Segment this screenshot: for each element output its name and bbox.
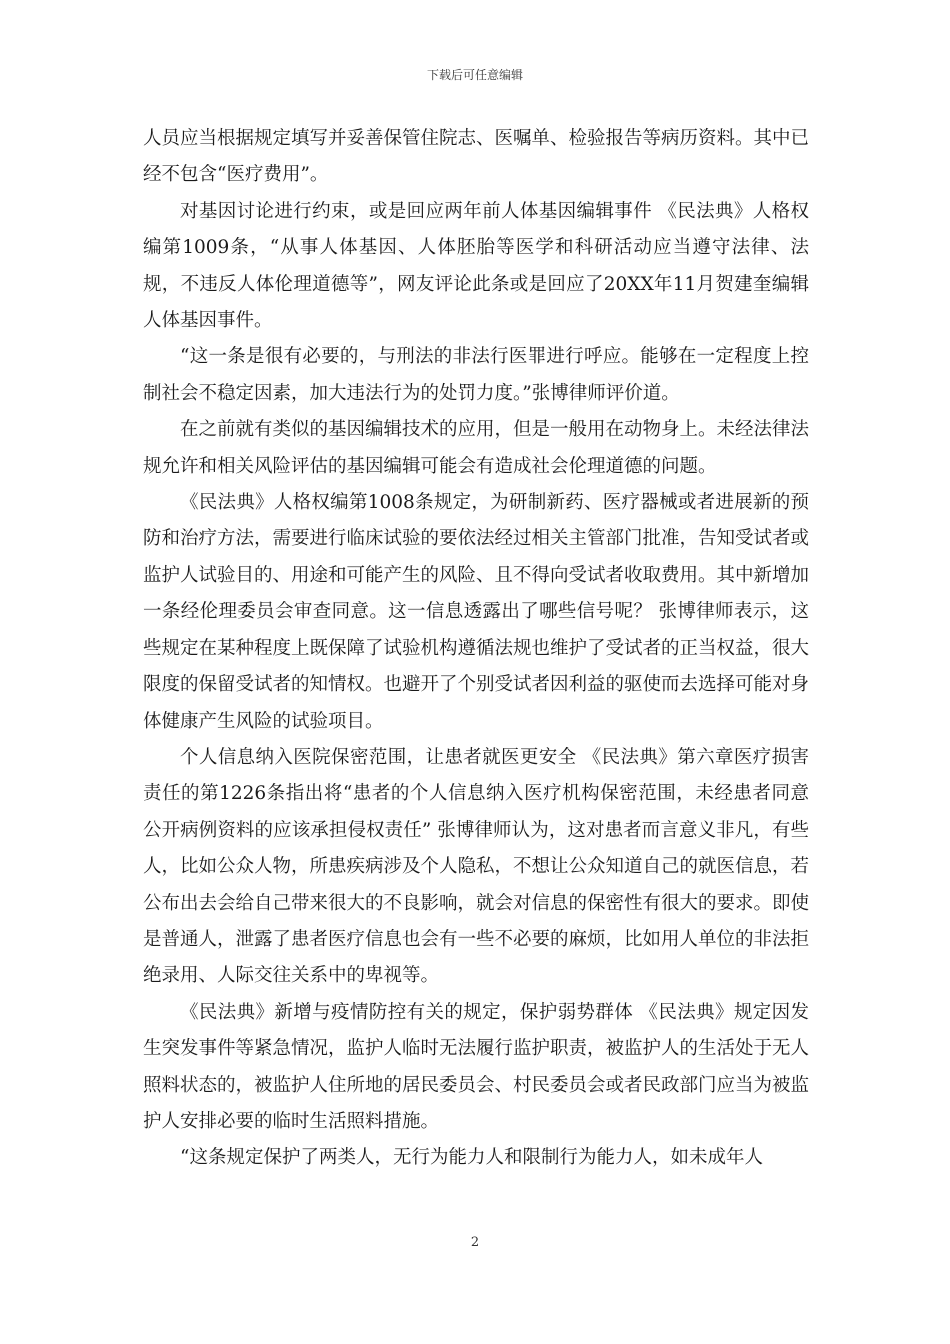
paragraph-continuation: 人员应当根据规定填写并妥善保管住院志、医嘱单、检验报告等病历资料。其中已经不包含“医疗费用”。 xyxy=(143,128,810,186)
paragraph: 在之前就有类似的基因编辑技术的应用，但是一般用在动物身上。未经法律法规允许和相关风险评估的基因编辑可能会有造成社会伦理道德的问题。 xyxy=(143,419,810,477)
paragraph: 《民法典》人格权编第1008条规定，为研制新药、医疗器械或者进展新的预防和治疗方法，需要进行临床试验的要依法经过相关主管部门批准，告知受试者或监护人试验目的、用途和可能产生的风险、且不得向受试者收取费用。其中新增加一条经伦理委员会审查同意。这一信息透露出了哪些信号呢？ 张博律师表示，这些规定在某种程度上既保障了试验机构遵循法规也维护了受试者的正当权益，很大限度的保留受试者的知情权。也避开了个别受试者因利益的驱使而去选择可能对身体健康产生风险的试验项目。 xyxy=(143,492,810,732)
page-header: 下载后可任意编辑 xyxy=(426,68,523,82)
paragraph: “这一条是很有必要的，与刑法的非法行医罪进行呼应。能够在一定程度上控制社会不稳定因素，加大违法行为的处罚力度。”张博律师评价道。 xyxy=(143,346,809,404)
document-body xyxy=(143,121,809,1177)
paragraph: 《民法典》新增与疫情防控有关的规定，保护弱势群体 《民法典》规定因发生突发事件等紧急情况，监护人临时无法履行监护职责，被监护人的生活处于无人照料状态的，被监护人住所地的居民委员会、村民委员会或者民政部门应当为被监护人安排必要的临时生活照料措施。 xyxy=(143,1001,810,1132)
paragraph: 对基因讨论进行约束，或是回应两年前人体基因编辑事件 《民法典》人格权编第1009条，“从事人体基因、人体胚胎等医学和科研活动应当遵守法律、法规，不违反人体伦理道德等”，网友评论此条或是回应了20XX年11月贺建奎编辑人体基因事件。 xyxy=(143,200,809,332)
paragraph: “这条规定保护了两类人，无行为能力人和限制行为能力人，如未成年人 xyxy=(180,1147,763,1169)
paragraph: 个人信息纳入医院保密范围，让患者就医更安全 《民法典》第六章医疗损害责任的第1226条指出将“患者的个人信息纳入医疗机构保密范围，未经患者同意公开病例资料的应该承担侵权责任” 张博律师认为，这对患者而言意义非凡，有些人，比如公众人物，所患疾病涉及个人隐私，不想让公众知道自己的就医信息，若公布出去会给自己带来很大的不良影响，就会对信息的保密性有很大的要求。即使是普通人，泄露了患者医疗信息也会有一些不必要的麻烦，比如用人单位的非法拒绝录用、人际交往关系中的卑视等。 xyxy=(143,746,810,987)
page-number: 2 xyxy=(470,1235,480,1250)
